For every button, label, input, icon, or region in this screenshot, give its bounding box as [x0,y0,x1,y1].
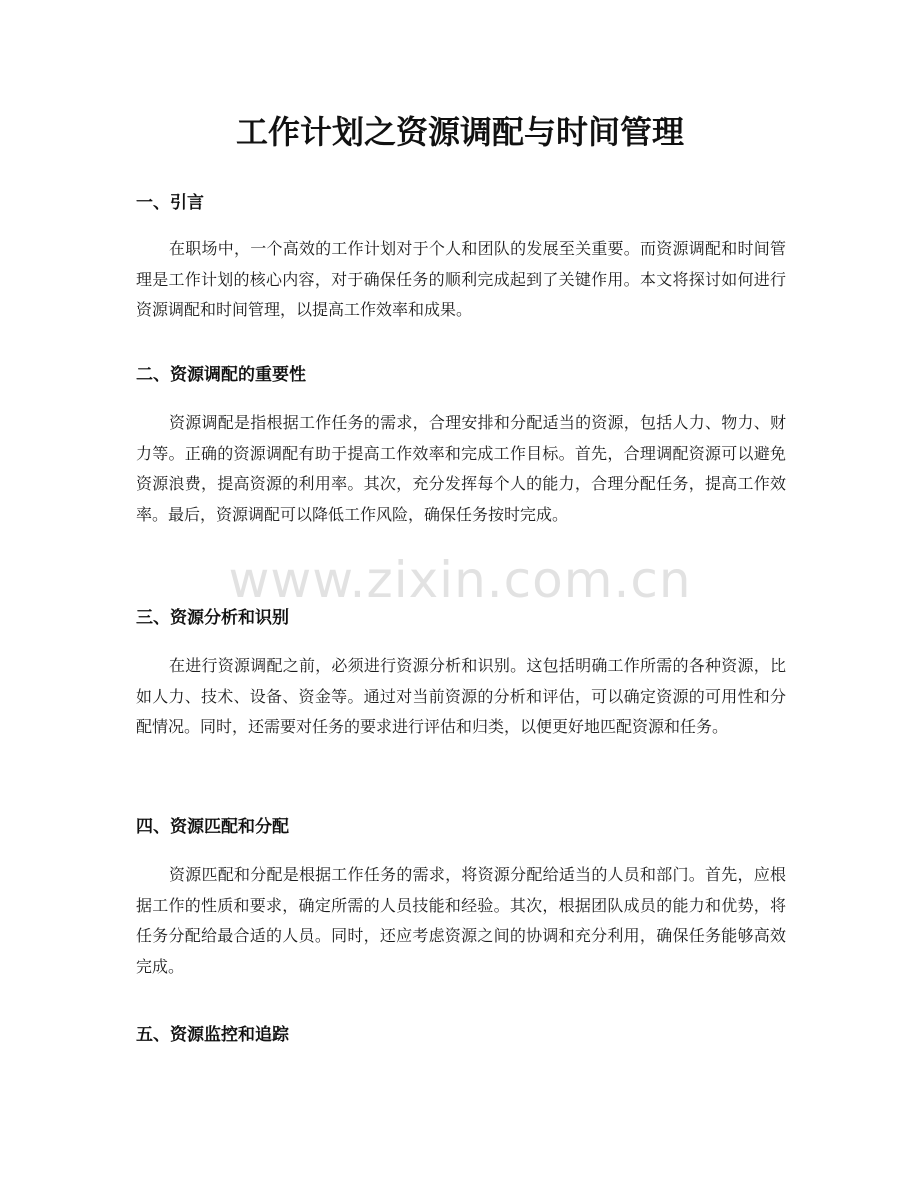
section-paragraph-analysis: 在进行资源调配之前，必须进行资源分析和识别。这包括明确工作所需的各种资源，比如人力、技术、设备、资金等。通过对当前资源的分析和评估，可以确定资源的可用性和分配情况。同时，还需要对任务的要求进行评估和归类，以便更好地匹配资源和任务。 [136,656,786,736]
section-heading-introduction: 一、引言 [136,193,204,213]
watermark: www.zixin.com.cn [228,551,692,609]
section-paragraph-matching: 资源匹配和分配是根据工作任务的需求，将资源分配给适当的人员和部门。首先，应根据工作的性质和要求，确定所需的人员技能和经验。其次，根据团队成员的能力和优势，将任务分配给最合适的人员。同时，还应考虑资源之间的协调和充分利用，确保任务能够高效完成。 [136,865,786,976]
section-heading-matching: 四、资源匹配和分配 [136,817,289,837]
section-paragraph-introduction: 在职场中，一个高效的工作计划对于个人和团队的发展至关重要。而资源调配和时间管理是工作计划的核心内容，对于确保任务的顺利完成起到了关键作用。本文将探讨如何进行资源调配和时间管理，以提高工作效率和成果。 [136,239,786,319]
section-heading-analysis: 三、资源分析和识别 [136,608,289,628]
section-heading-monitoring: 五、资源监控和追踪 [136,1025,289,1045]
section-paragraph-importance: 资源调配是指根据工作任务的需求，合理安排和分配适当的资源，包括人力、物力、财力等。正确的资源调配有助于提高工作效率和完成工作目标。首先，合理调配资源可以避免资源浪费，提高资源的利用率。其次，充分发挥每个人的能力，合理分配任务，提高工作效率。最后，资源调配可以降低工作风险，确保任务按时完成。 [136,413,786,524]
document-title: 工作计划之资源调配与时间管理 [235,113,684,151]
section-heading-importance: 二、资源调配的重要性 [136,365,306,385]
